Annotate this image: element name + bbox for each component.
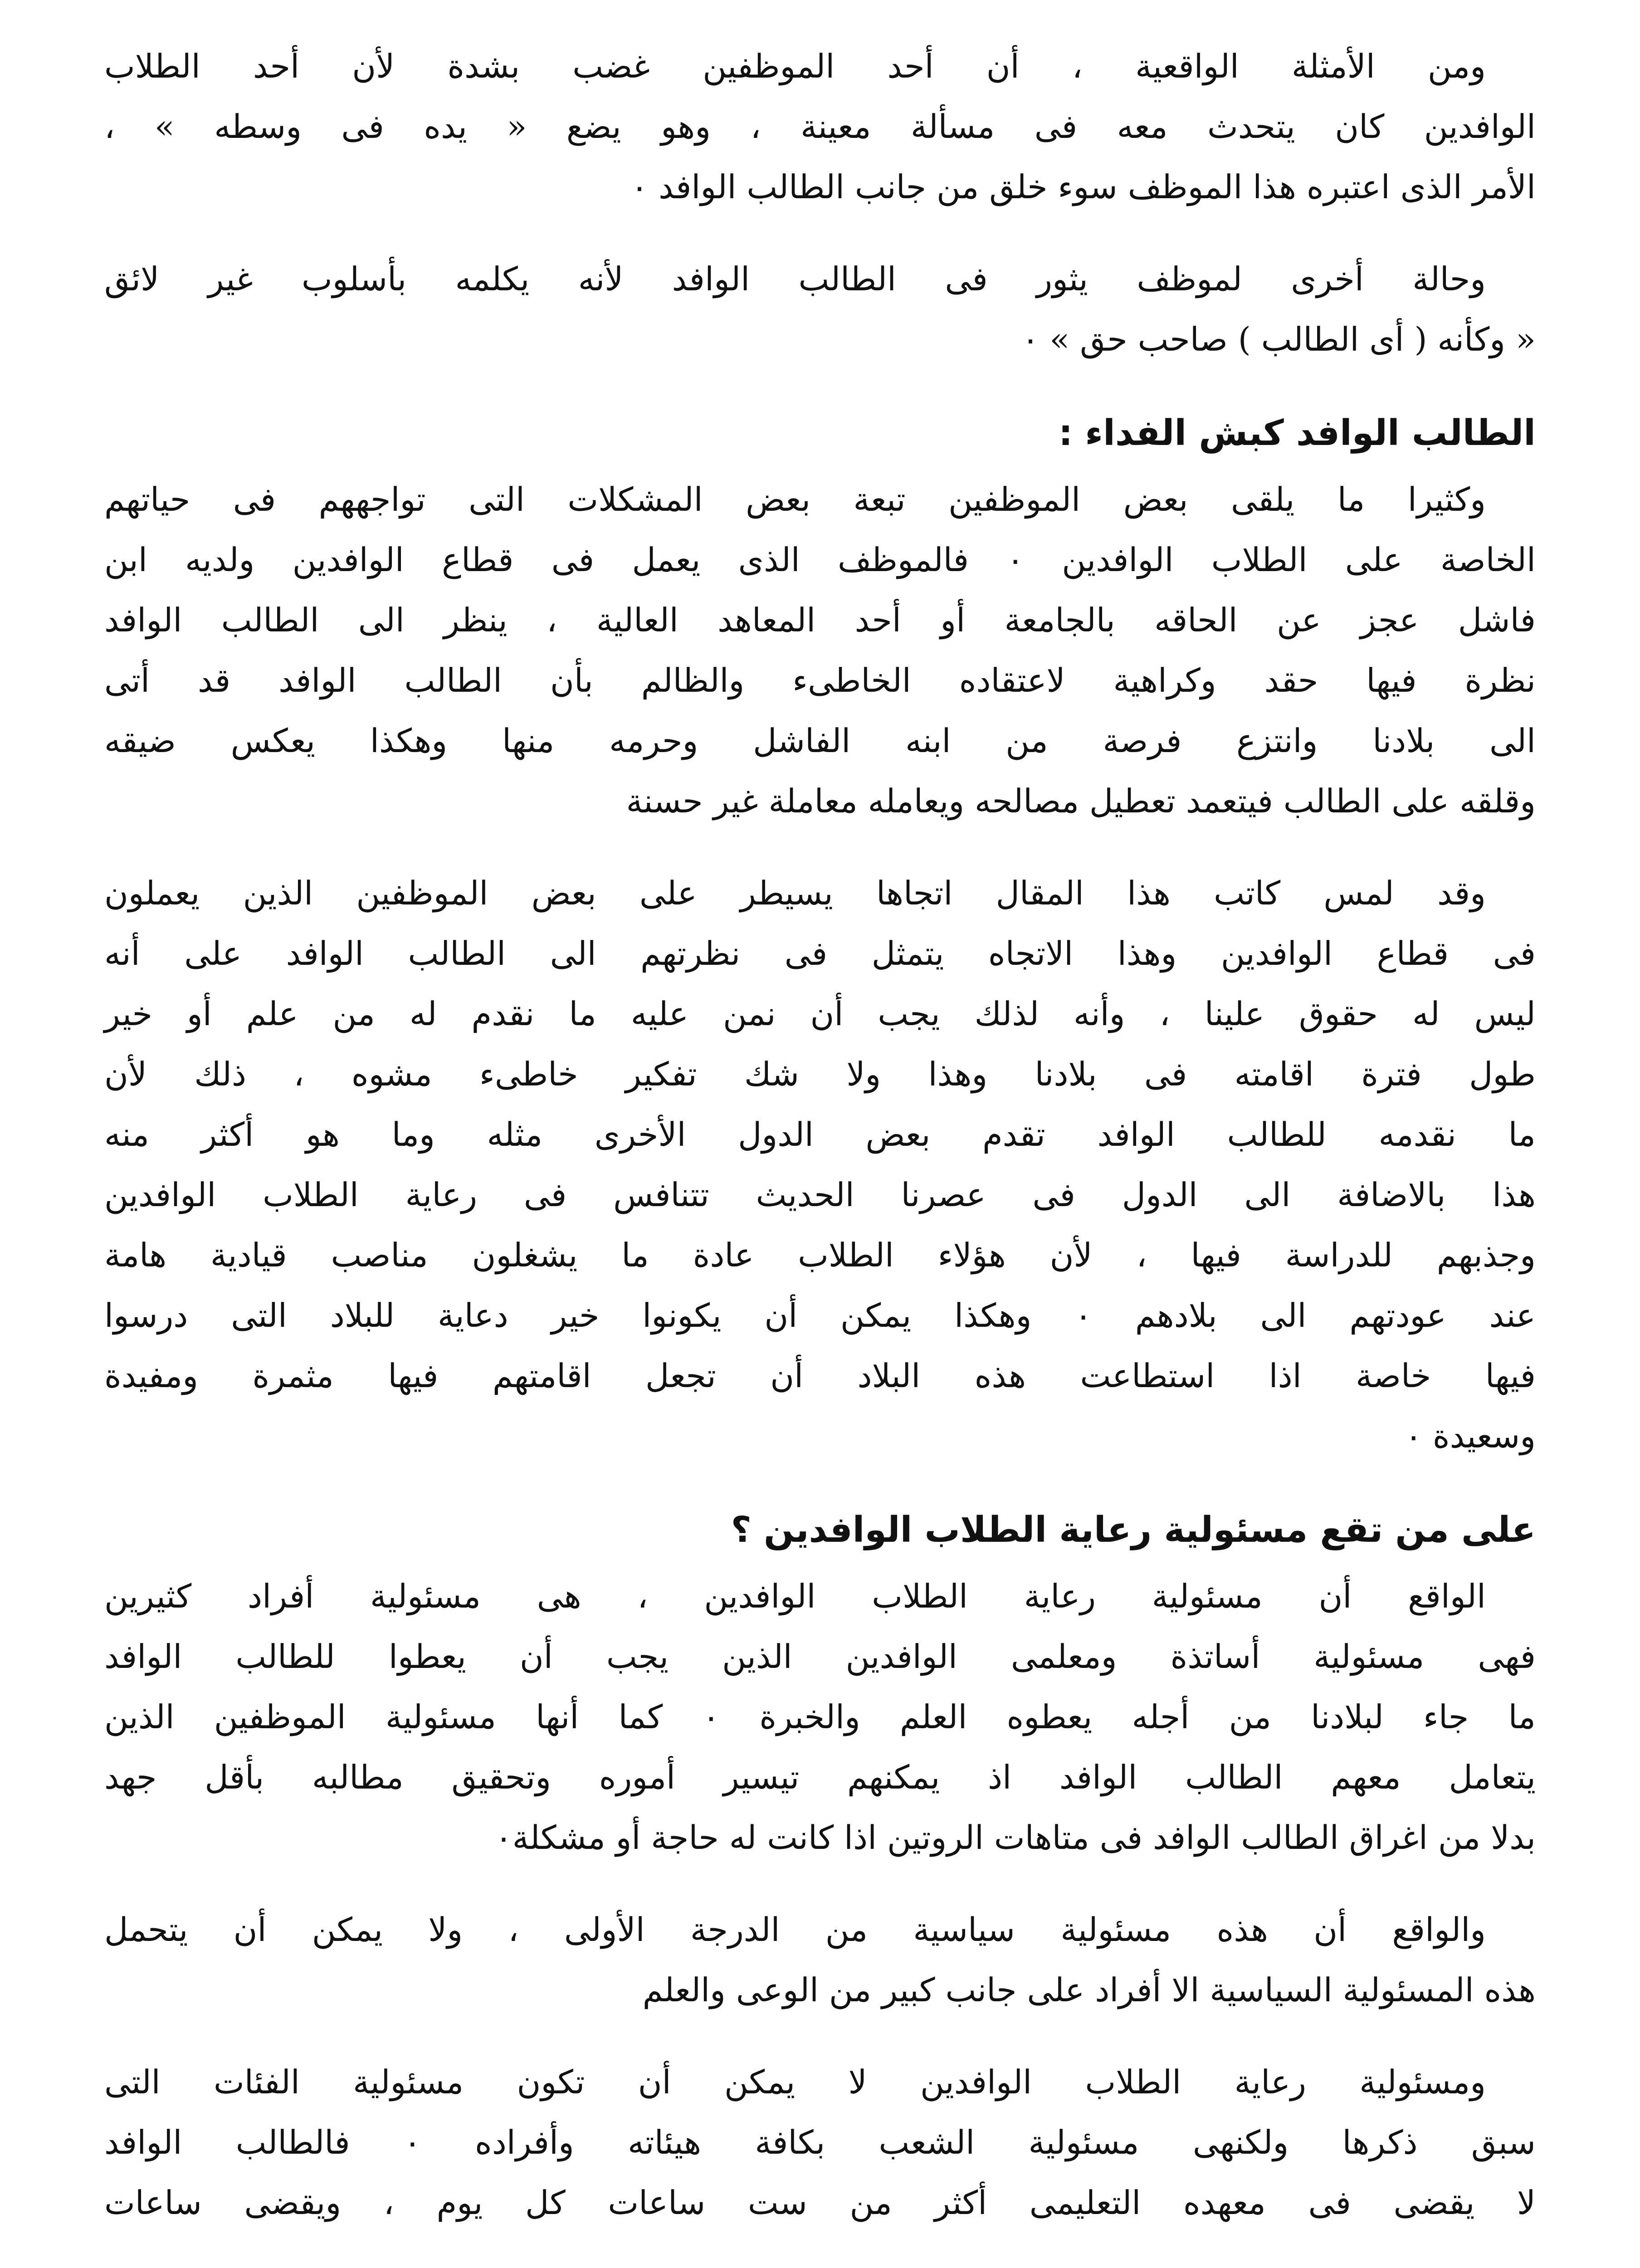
text-line: الى بلادنا وانتزع فرصة من ابنه الفاشل وحرمه منها وهكذا يعكس ضيقه [104, 722, 1536, 760]
paragraph-3 [104, 469, 1536, 831]
text-line: ما نقدمه للطالب الوافد تقدم بعض الدول الأخرى مثله وما هو أكثر منه [104, 1115, 1536, 1154]
text-line: الواقع أن مسئولية رعاية الطلاب الوافدين ، هى مسئولية أفراد كثيرين [104, 1577, 1486, 1615]
text-line: والواقع أن هذه مسئولية سياسية من الدرجة الأولى ، ولا يمكن أن يتحمل [104, 1911, 1486, 1949]
text-line: عند عودتهم الى بلادهم ٠ وهكذا يمكن أن يكونوا خير دعاية للبلاد التى درسوا [104, 1296, 1536, 1334]
text-line: وكثيرا ما يلقى بعض الموظفين تبعة بعض المشكلات التى تواجههم فى حياتهم [104, 480, 1486, 518]
text-line: سبق ذكرها ولكنهى مسئولية الشعب بكافة هيئاته وأفراده ٠ فالطالب الوافد [104, 2123, 1536, 2161]
text-line: هذه المسئولية السياسية الا أفراد على جانب كبير من الوعى والعلم [642, 1971, 1536, 2009]
section-heading-scapegoat: الطالب الوافد كبش الفداء : [1058, 413, 1536, 454]
text-line: هذا بالاضافة الى الدول فى عصرنا الحديث تتنافس فى رعاية الطلاب الوافدين [104, 1176, 1536, 1214]
paragraph-6 [104, 1900, 1536, 2020]
text-line: وقلقه على الطالب فيتعمد تعطيل مصالحه ويعامله معاملة غير حسنة [626, 782, 1536, 820]
section-heading-responsibility: على من تقع مسئولية رعاية الطلاب الوافدين ؟ [731, 1510, 1536, 1550]
text-line: نظرة فيها حقد وكراهية لاعتقاده الخاطىء والظالم بأن الطالب الوافد قد أتى [104, 661, 1536, 699]
document-page [104, 36, 1536, 2268]
text-line: يتعامل معهم الطالب الوافد اذ يمكنهم تيسير أموره وتحقيق مطالبه بأقل جهد [104, 1758, 1536, 1796]
paragraph-1 [104, 36, 1536, 217]
paragraph-4 [104, 863, 1536, 1466]
text-line: ليس له حقوق علينا ، وأنه لذلك يجب أن نمن عليه ما نقدم له من علم أو خير [104, 995, 1536, 1033]
paragraph-2 [104, 249, 1536, 370]
text-line: فاشل عجز عن الحاقه بالجامعة أو أحد المعاهد العالية ، ينظر الى الطالب الوافد [104, 601, 1536, 639]
text-line: الوافدين كان يتحدث معه فى مسألة معينة ، وهو يضع « يده فى وسطه » ، [104, 108, 1536, 146]
text-line: لا يقضى فى معهده التعليمى أكثر من ست ساعات كل يوم ، ويقضى ساعات [104, 2184, 1536, 2222]
text-line: وسعيدة ٠ [1405, 1417, 1536, 1455]
text-line: ما جاء لبلادنا من أجله يعطوه العلم والخبرة ٠ كما أنها مسئولية الموظفين الذين [104, 1698, 1536, 1736]
text-line: طول فترة اقامته فى بلادنا وهذا ولا شك تفكير خاطىء مشوه ، ذلك لأن [104, 1055, 1536, 1093]
text-line: ومسئولية رعاية الطلاب الوافدين لا يمكن أن تكون مسئولية الفئات التى [104, 2063, 1486, 2101]
text-line: الخاصة على الطلاب الوافدين ٠ فالموظف الذى يعمل فى قطاع الوافدين ولديه ابن [104, 541, 1536, 579]
text-line: « وكأنه ( أى الطالب ) صاحب حق » ٠ [1021, 320, 1536, 358]
paragraph-7 [104, 2052, 1536, 2233]
text-line: فيها خاصة اذا استطاعت هذه البلاد أن تجعل اقامتهم فيها مثمرة ومفيدة [104, 1357, 1536, 1395]
text-line: فهى مسئولية أساتذة ومعلمى الوافدين الذين يجب أن يعطوا للطالب الوافد [104, 1637, 1536, 1676]
paragraph-5 [104, 1566, 1536, 1868]
text-line: الأمر الذى اعتبره هذا الموظف سوء خلق من جانب الطالب الوافد ٠ [630, 168, 1536, 206]
text-line: ومن الأمثلة الواقعية ، أن أحد الموظفين غضب بشدة لأن أحد الطلاب [104, 47, 1486, 85]
text-line: فى قطاع الوافدين وهذا الاتجاه يتمثل فى نظرتهم الى الطالب الوافد على أنه [104, 934, 1536, 973]
text-line: وقد لمس كاتب هذا المقال اتجاها يسيطر على بعض الموظفين الذين يعملون [104, 874, 1486, 912]
text-line: وجذبهم للدراسة فيها ، لأن هؤلاء الطلاب عادة ما يشغلون مناصب قيادية هامة [104, 1236, 1536, 1274]
text-line: وحالة أخرى لموظف يثور فى الطالب الوافد لأنه يكلمه بأسلوب غير لائق [104, 260, 1486, 298]
text-line: بدلا من اغراق الطالب الوافد فى متاهات الروتين اذا كانت له حاجة أو مشكلة٠ [495, 1818, 1536, 1857]
